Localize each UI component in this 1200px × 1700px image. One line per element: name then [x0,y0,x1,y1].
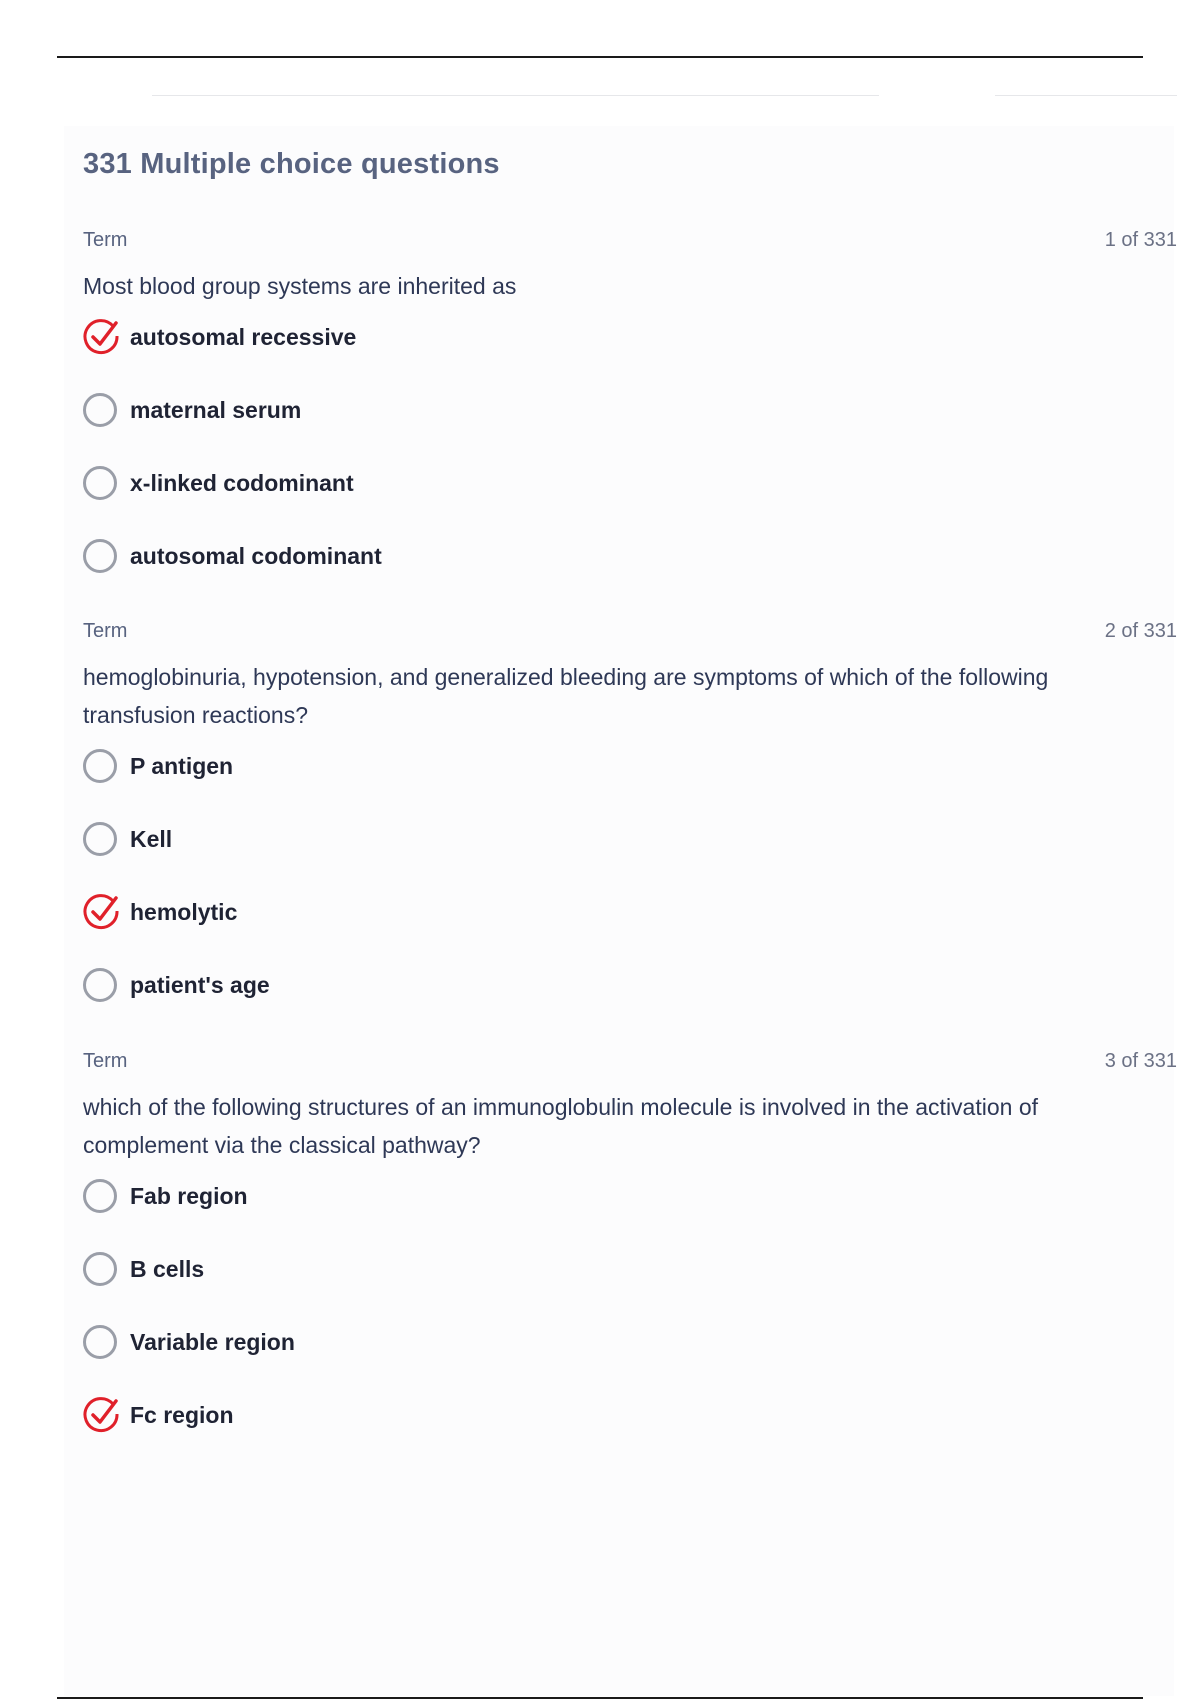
answer-option[interactable] [83,538,1177,611]
question-header [83,229,1177,255]
radio-empty-icon[interactable] [83,968,117,1002]
radio-empty-icon[interactable] [83,1325,117,1359]
answer-option-label: maternal serum [130,397,302,423]
answer-option-label: patient's age [130,972,270,998]
answer-options [83,319,1177,611]
answer-options [83,748,1177,1040]
question-prompt: hemoglobinuria, hypotension, and generalized bleeding are symptoms of which of the following transfusion reactions? [83,664,1049,728]
term-label: Term [83,229,128,251]
answer-option-label: Fab region [130,1183,248,1209]
check-circle-icon [82,1395,122,1435]
check-circle-icon [82,317,122,357]
answer-option[interactable] [83,319,1177,392]
radio-empty-icon[interactable] [83,393,117,427]
answer-option[interactable] [83,894,1177,967]
question-prompt: which of the following structures of an immunoglobulin molecule is involved in the activation of complement via the classical pathway? [83,1094,1039,1158]
answer-option[interactable] [83,748,1177,821]
answer-option[interactable] [83,967,1177,1040]
answer-option-label: Kell [130,826,173,852]
question-counter: 1 of 331 [1104,229,1177,251]
question-header [83,1050,1177,1076]
page-top-rule [57,56,1143,58]
question-card-2 [83,620,1177,1040]
term-label: Term [83,620,128,642]
check-circle-icon [82,892,122,932]
answer-option[interactable] [83,1397,1177,1470]
answer-option-label: autosomal codominant [130,543,382,569]
answer-option-label: hemolytic [130,899,238,925]
answer-option[interactable] [83,1178,1177,1251]
question-card-3 [83,1050,1177,1470]
radio-empty-icon[interactable] [83,466,117,500]
faint-divider [152,95,879,96]
answer-option-label: P antigen [130,753,234,779]
faint-divider [995,95,1177,96]
radio-empty-icon[interactable] [83,1179,117,1213]
answer-option[interactable] [83,1251,1177,1324]
answer-option[interactable] [83,821,1177,894]
question-header [83,620,1177,646]
page-title: 331 Multiple choice questions [83,148,500,180]
answer-option-label: Variable region [130,1329,295,1355]
term-label: Term [83,1050,128,1072]
answer-option-label: x-linked codominant [130,470,354,496]
radio-empty-icon[interactable] [83,539,117,573]
answer-options [83,1178,1177,1470]
question-counter: 2 of 331 [1104,620,1177,642]
radio-empty-icon[interactable] [83,749,117,783]
answer-option-label: B cells [130,1256,205,1282]
answer-option[interactable] [83,392,1177,465]
page-bottom-rule [57,1697,1143,1699]
question-card-1 [83,229,1177,611]
radio-empty-icon[interactable] [83,1252,117,1286]
answer-option[interactable] [83,465,1177,538]
answer-option-label: Fc region [130,1402,234,1428]
answer-option-label: autosomal recessive [130,324,357,350]
answer-option[interactable] [83,1324,1177,1397]
question-counter: 3 of 331 [1104,1050,1177,1072]
question-prompt: Most blood group systems are inherited as [83,273,517,299]
radio-empty-icon[interactable] [83,822,117,856]
